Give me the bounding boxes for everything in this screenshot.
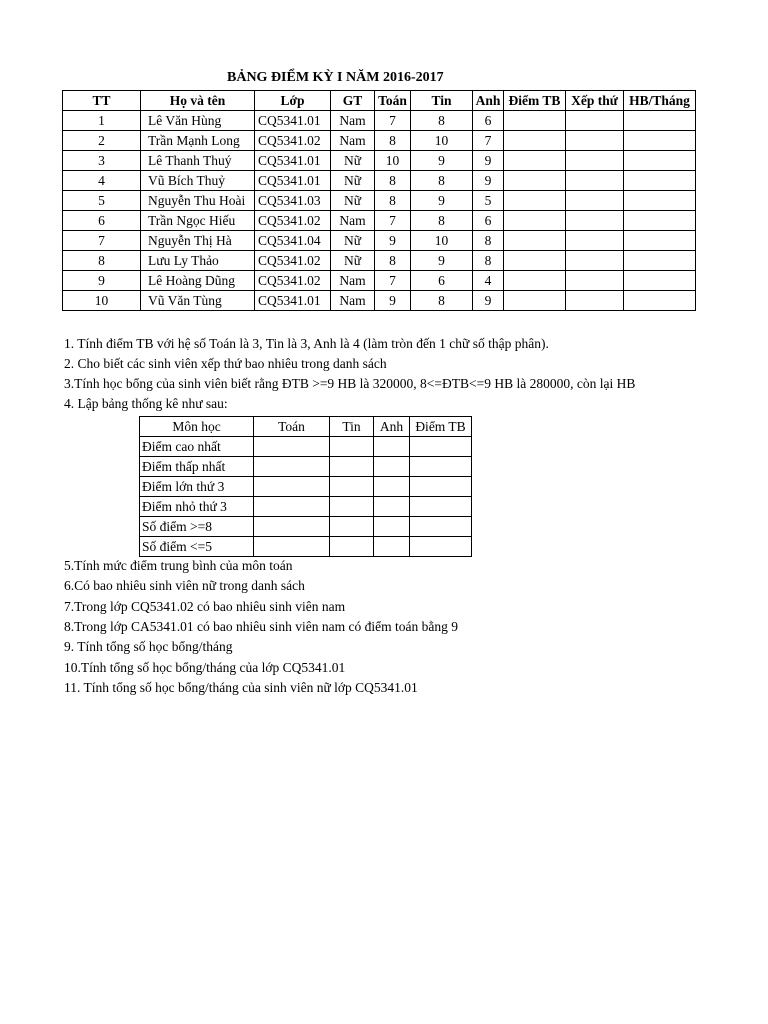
stats-row-label: Điểm nhỏ thứ 3: [140, 497, 254, 517]
header-row: [63, 91, 696, 111]
table-cell: [504, 291, 566, 311]
stats-cell: [330, 537, 374, 557]
document-title: BẢNG ĐIỂM KỲ I NĂM 2016-2017: [227, 70, 444, 85]
table-cell: Nam: [331, 291, 375, 311]
table-cell: CQ5341.02: [255, 211, 331, 231]
stats-row: [140, 477, 472, 497]
table-cell: CQ5341.01: [255, 291, 331, 311]
table-cell: 7: [473, 131, 504, 151]
table-cell: CQ5341.03: [255, 191, 331, 211]
table-cell: 8: [375, 131, 411, 151]
table-cell: [566, 211, 624, 231]
stats-header-cell: Toán: [254, 417, 330, 437]
table-cell: 8: [411, 211, 473, 231]
table-row: [63, 191, 696, 211]
table-cell: CQ5341.02: [255, 251, 331, 271]
stats-cell: [254, 537, 330, 557]
table-row: [63, 291, 696, 311]
table-cell: 8: [473, 231, 504, 251]
stats-cell: [374, 537, 410, 557]
table-cell: Nữ: [331, 251, 375, 271]
table-cell: 9: [375, 291, 411, 311]
stats-cell: [374, 457, 410, 477]
table-cell: 8: [411, 291, 473, 311]
table-cell: Lê Hoàng Dũng: [141, 271, 255, 291]
stats-cell: [254, 517, 330, 537]
table-cell: 5: [63, 191, 141, 211]
score-table: [62, 90, 696, 311]
table-cell: 7: [375, 271, 411, 291]
table-cell: 8: [411, 171, 473, 191]
question-line: 2. Cho biết các sinh viên xếp thứ bao nhiêu trong danh sách: [64, 356, 387, 371]
table-cell: 9: [375, 231, 411, 251]
header-cell: Anh: [473, 91, 504, 111]
table-cell: [504, 231, 566, 251]
table-cell: Nam: [331, 111, 375, 131]
question-line: 4. Lập bảng thống kê như sau:: [64, 396, 228, 411]
table-cell: 9: [473, 171, 504, 191]
table-cell: [624, 131, 696, 151]
stats-header-cell: Điểm TB: [410, 417, 472, 437]
table-cell: 1: [63, 111, 141, 131]
stats-row-label: Số điểm <=5: [140, 537, 254, 557]
stats-cell: [254, 497, 330, 517]
table-row: [63, 131, 696, 151]
stats-cell: [410, 537, 472, 557]
table-row: [63, 111, 696, 131]
table-cell: Nữ: [331, 151, 375, 171]
table-row: [63, 211, 696, 231]
stats-cell: [374, 517, 410, 537]
stats-cell: [330, 437, 374, 457]
question-line: 3.Tính học bổng của sinh viên biết rằng ĐTB >=9 HB là 320000, 8<=ĐTB<=9 HB là 280000, còn lại HB: [64, 376, 636, 391]
stats-row-label: Số điểm >=8: [140, 517, 254, 537]
stats-header-row: [140, 417, 472, 437]
header-cell: Họ và tên: [141, 91, 255, 111]
stats-row: [140, 437, 472, 457]
table-row: [63, 231, 696, 251]
stats-row: [140, 517, 472, 537]
table-cell: 8: [411, 111, 473, 131]
question-line: 11. Tính tổng số học bổng/tháng của sinh viên nữ lớp CQ5341.01: [64, 679, 418, 695]
stats-cell: [374, 497, 410, 517]
table-cell: 3: [63, 151, 141, 171]
statistics-table: [139, 416, 472, 557]
table-cell: 10: [375, 151, 411, 171]
header-cell: Tin: [411, 91, 473, 111]
table-cell: [624, 271, 696, 291]
stats-cell: [254, 457, 330, 477]
table-cell: [624, 171, 696, 191]
table-cell: 10: [411, 231, 473, 251]
stats-cell: [254, 437, 330, 457]
table-row: [63, 271, 696, 291]
table-cell: [624, 191, 696, 211]
table-cell: CQ5341.01: [255, 171, 331, 191]
table-cell: [504, 131, 566, 151]
table-cell: [566, 151, 624, 171]
table-row: [63, 151, 696, 171]
table-cell: Nữ: [331, 171, 375, 191]
table-cell: 8: [375, 191, 411, 211]
stats-cell: [410, 497, 472, 517]
question-line: 10.Tính tổng số học bổng/tháng của lớp CQ5341.01: [64, 659, 346, 675]
table-cell: Vũ Văn Tùng: [141, 291, 255, 311]
stats-row: [140, 537, 472, 557]
table-cell: [504, 251, 566, 271]
stats-cell: [330, 477, 374, 497]
table-cell: Lê Thanh Thuý: [141, 151, 255, 171]
table-cell: [566, 231, 624, 251]
table-cell: [566, 291, 624, 311]
table-cell: [566, 171, 624, 191]
table-cell: 9: [411, 251, 473, 271]
table-cell: CQ5341.04: [255, 231, 331, 251]
table-cell: CQ5341.02: [255, 131, 331, 151]
table-cell: [566, 111, 624, 131]
stats-cell: [330, 517, 374, 537]
header-cell: Toán: [375, 91, 411, 111]
table-cell: 2: [63, 131, 141, 151]
table-cell: Nguyễn Thu Hoài: [141, 191, 255, 211]
header-cell: Điểm TB: [504, 91, 566, 111]
table-cell: [624, 291, 696, 311]
table-cell: [624, 231, 696, 251]
table-cell: CQ5341.01: [255, 111, 331, 131]
table-cell: 9: [411, 151, 473, 171]
table-cell: [504, 151, 566, 171]
table-cell: 9: [411, 191, 473, 211]
table-cell: Nguyễn Thị Hà: [141, 231, 255, 251]
header-cell: Xếp thứ: [566, 91, 624, 111]
table-cell: [566, 271, 624, 291]
table-cell: 7: [63, 231, 141, 251]
table-cell: [624, 151, 696, 171]
table-cell: [566, 131, 624, 151]
table-cell: 9: [473, 291, 504, 311]
table-cell: [504, 191, 566, 211]
table-row: [63, 251, 696, 271]
table-cell: 5: [473, 191, 504, 211]
table-cell: Nữ: [331, 191, 375, 211]
table-cell: CQ5341.01: [255, 151, 331, 171]
header-cell: TT: [63, 91, 141, 111]
table-cell: 8: [375, 171, 411, 191]
stats-cell: [410, 437, 472, 457]
stats-cell: [330, 457, 374, 477]
stats-cell: [410, 457, 472, 477]
table-cell: [504, 111, 566, 131]
table-cell: 7: [375, 211, 411, 231]
stats-header-cell: Anh: [374, 417, 410, 437]
table-cell: Lê Văn Hùng: [141, 111, 255, 131]
table-cell: 8: [63, 251, 141, 271]
question-line: 1. Tính điểm TB với hệ số Toán là 3, Tin là 3, Anh là 4 (làm tròn đến 1 chữ số thập phân).: [64, 336, 549, 351]
table-cell: Nam: [331, 131, 375, 151]
stats-cell: [330, 497, 374, 517]
stats-row-label: Điểm lớn thứ 3: [140, 477, 254, 497]
table-cell: 10: [63, 291, 141, 311]
table-cell: CQ5341.02: [255, 271, 331, 291]
table-cell: [624, 251, 696, 271]
table-cell: [624, 111, 696, 131]
table-cell: [566, 251, 624, 271]
table-cell: 6: [411, 271, 473, 291]
stats-header-cell: Tin: [330, 417, 374, 437]
table-row: [63, 171, 696, 191]
table-cell: 4: [63, 171, 141, 191]
table-cell: 8: [375, 251, 411, 271]
table-cell: [504, 271, 566, 291]
table-cell: 4: [473, 271, 504, 291]
stats-row-label: Điểm cao nhất: [140, 437, 254, 457]
question-line: 8.Trong lớp CA5341.01 có bao nhiêu sinh viên nam có điểm toán bằng 9: [64, 618, 458, 634]
table-cell: 7: [375, 111, 411, 131]
table-cell: [566, 191, 624, 211]
table-cell: Lưu Ly Thảo: [141, 251, 255, 271]
stats-row-label: Điểm thấp nhất: [140, 457, 254, 477]
table-cell: Vũ Bích Thuỷ: [141, 171, 255, 191]
table-cell: Nam: [331, 211, 375, 231]
header-cell: GT: [331, 91, 375, 111]
stats-cell: [374, 437, 410, 457]
question-line: 9. Tính tổng số học bổng/tháng: [64, 639, 233, 655]
table-cell: Nam: [331, 271, 375, 291]
header-cell: Lớp: [255, 91, 331, 111]
table-cell: [504, 171, 566, 191]
table-cell: Nữ: [331, 231, 375, 251]
table-cell: 6: [473, 211, 504, 231]
question-line: 6.Có bao nhiêu sinh viên nữ trong danh sách: [64, 578, 305, 594]
table-cell: 9: [473, 151, 504, 171]
stats-row: [140, 457, 472, 477]
table-cell: 9: [63, 271, 141, 291]
stats-cell: [254, 477, 330, 497]
table-cell: 8: [473, 251, 504, 271]
question-line: 5.Tính mức điểm trung bình của môn toán: [64, 558, 293, 573]
table-cell: Trần Ngọc Hiếu: [141, 211, 255, 231]
table-cell: 6: [63, 211, 141, 231]
stats-cell: [410, 477, 472, 497]
stats-row: [140, 497, 472, 517]
stats-cell: [374, 477, 410, 497]
question-line: 7.Trong lớp CQ5341.02 có bao nhiêu sinh viên nam: [64, 598, 346, 614]
table-cell: 6: [473, 111, 504, 131]
stats-cell: [410, 517, 472, 537]
table-cell: [504, 211, 566, 231]
header-cell: HB/Tháng: [624, 91, 696, 111]
table-cell: [624, 211, 696, 231]
table-cell: Trần Mạnh Long: [141, 131, 255, 151]
table-cell: 10: [411, 131, 473, 151]
stats-header-cell: Môn học: [140, 417, 254, 437]
